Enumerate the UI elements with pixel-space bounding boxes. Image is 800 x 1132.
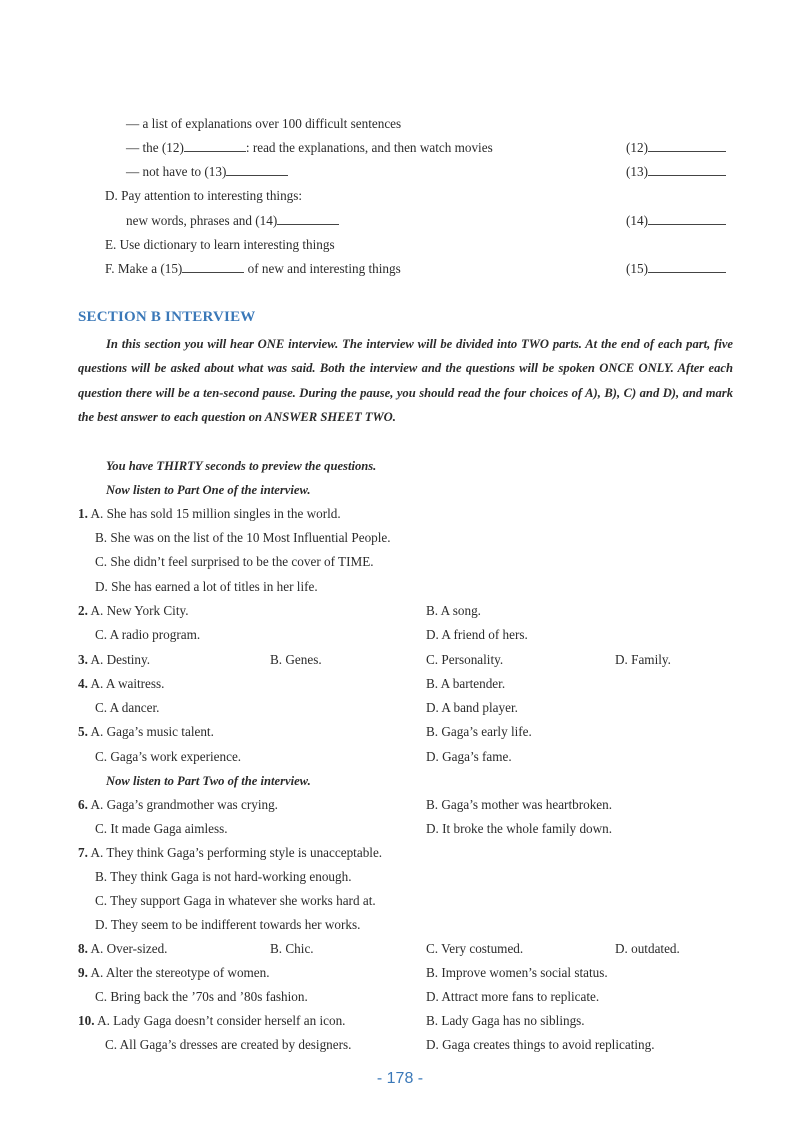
option-a[interactable]: A. New York City.: [90, 603, 189, 618]
note-line-3-pre: — not have to (13): [126, 164, 227, 179]
answer-15-blank[interactable]: [648, 259, 726, 273]
q8-option-d[interactable]: D. outdated.: [615, 941, 680, 956]
q7-option-b[interactable]: B. They think Gaga is not hard-working enough.: [95, 869, 352, 884]
question-2: [78, 601, 189, 621]
q8-option-b[interactable]: B. Chic.: [270, 941, 314, 956]
q3-option-b[interactable]: B. Genes.: [270, 652, 322, 667]
q2-option-b[interactable]: B. A song.: [426, 603, 481, 618]
question-10: [78, 1011, 345, 1031]
q9-option-b[interactable]: B. Improve women’s social status.: [426, 965, 608, 980]
q6-option-b[interactable]: B. Gaga’s mother was heartbroken.: [426, 797, 613, 812]
q9-option-d[interactable]: D. Attract more fans to replicate.: [426, 989, 600, 1004]
note-line-1: — a list of explanations over 100 difficult sentences: [126, 116, 402, 131]
q1-option-b[interactable]: B. She was on the list of the 10 Most Influential People.: [95, 530, 391, 545]
question-number: 1.: [78, 506, 88, 521]
q7-option-c[interactable]: C. They support Gaga in whatever she works hard at.: [95, 893, 376, 908]
q6-option-c[interactable]: C. It made Gaga aimless.: [95, 821, 228, 836]
answer-13-blank[interactable]: [648, 162, 726, 176]
note-line-5: [126, 211, 339, 231]
blank-12-inline[interactable]: [184, 138, 246, 152]
question-3: [78, 650, 150, 670]
q4-option-b[interactable]: B. A bartender.: [426, 676, 506, 691]
answer-12-label: (12): [626, 140, 648, 155]
blank-15-inline[interactable]: [182, 259, 244, 273]
option-a[interactable]: A. Alter the stereotype of women.: [90, 965, 270, 980]
q1-option-c[interactable]: C. She didn’t feel surprised to be the cover of TIME.: [95, 554, 374, 569]
q3-option-d[interactable]: D. Family.: [615, 652, 671, 667]
q8-option-c[interactable]: C. Very costumed.: [426, 941, 524, 956]
option-a[interactable]: A. Gaga’s grandmother was crying.: [90, 797, 278, 812]
answer-12-blank[interactable]: [648, 138, 726, 152]
question-9: [78, 963, 270, 983]
answer-13: [626, 162, 726, 182]
question-1: [78, 504, 341, 524]
question-4: [78, 674, 164, 694]
question-8: [78, 939, 167, 959]
blank-13-inline[interactable]: [226, 162, 288, 176]
q10-option-b[interactable]: B. Lady Gaga has no siblings.: [426, 1013, 585, 1028]
preview-note: You have THIRTY seconds to preview the questions.: [106, 459, 377, 473]
note-line-2-pre: — the (12): [126, 140, 184, 155]
option-a[interactable]: A. Destiny.: [90, 652, 151, 667]
note-line-7-pre: F. Make a (15): [105, 261, 183, 276]
question-number: 10.: [78, 1013, 95, 1028]
question-number: 6.: [78, 797, 88, 812]
note-line-6: E. Use dictionary to learn interesting things: [105, 237, 335, 252]
q9-option-c[interactable]: C. Bring back the ’70s and ’80s fashion.: [95, 989, 308, 1004]
answer-15-label: (15): [626, 261, 648, 276]
note-line-3: [126, 162, 288, 182]
q10-option-d[interactable]: D. Gaga creates things to avoid replicating.: [426, 1037, 655, 1052]
option-a[interactable]: A. Over-sized.: [90, 941, 168, 956]
page-number: - 178 -: [376, 1070, 424, 1087]
question-number: 3.: [78, 652, 88, 667]
q5-option-c[interactable]: C. Gaga’s work experience.: [95, 749, 242, 764]
q3-option-c[interactable]: C. Personality.: [426, 652, 504, 667]
answer-12: [626, 138, 726, 158]
note-line-7-post: of new and interesting things: [244, 261, 401, 276]
question-7: [78, 843, 382, 863]
part-two-note: Now listen to Part Two of the interview.: [106, 774, 311, 788]
option-a[interactable]: A. Lady Gaga doesn’t consider herself an icon.: [97, 1013, 346, 1028]
question-number: 4.: [78, 676, 88, 691]
answer-13-label: (13): [626, 164, 648, 179]
q4-option-d[interactable]: D. A band player.: [426, 700, 518, 715]
q4-option-c[interactable]: C. A dancer.: [95, 700, 160, 715]
question-number: 8.: [78, 941, 88, 956]
q5-option-b[interactable]: B. Gaga’s early life.: [426, 724, 532, 739]
note-line-7: [105, 259, 401, 279]
q5-option-d[interactable]: D. Gaga’s fame.: [426, 749, 512, 764]
q7-option-d[interactable]: D. They seem to be indifferent towards her works.: [95, 917, 361, 932]
question-number: 2.: [78, 603, 88, 618]
note-line-4: D. Pay attention to interesting things:: [105, 188, 303, 203]
option-a[interactable]: A. They think Gaga’s performing style is unacceptable.: [90, 845, 383, 860]
blank-14-inline[interactable]: [277, 211, 339, 225]
note-line-2: [126, 138, 493, 158]
question-5: [78, 722, 214, 742]
option-a[interactable]: A. She has sold 15 million singles in the world.: [90, 506, 341, 521]
q1-option-d[interactable]: D. She has earned a lot of titles in her life.: [95, 579, 318, 594]
answer-15: [626, 259, 726, 279]
q6-option-d[interactable]: D. It broke the whole family down.: [426, 821, 613, 836]
answer-14-blank[interactable]: [648, 211, 726, 225]
question-number: 7.: [78, 845, 88, 860]
q2-option-d[interactable]: D. A friend of hers.: [426, 627, 528, 642]
part-one-note: Now listen to Part One of the interview.: [106, 483, 311, 497]
question-number: 5.: [78, 724, 88, 739]
note-line-2-post: : read the explanations, and then watch movies: [245, 140, 493, 155]
q2-option-c[interactable]: C. A radio program.: [95, 627, 201, 642]
answer-14: [626, 211, 726, 231]
section-heading: SECTION B INTERVIEW: [78, 309, 256, 325]
note-line-5-pre: new words, phrases and (14): [126, 213, 278, 228]
question-6: [78, 795, 278, 815]
option-a[interactable]: A. Gaga’s music talent.: [90, 724, 214, 739]
q10-option-c[interactable]: C. All Gaga’s dresses are created by designers.: [105, 1037, 352, 1052]
option-a[interactable]: A. A waitress.: [90, 676, 165, 691]
question-number: 9.: [78, 965, 88, 980]
answer-14-label: (14): [626, 213, 648, 228]
section-instructions: In this section you will hear ONE interview. The interview will be divided into TWO parts. At the end of each part, five questions will be asked about what was said. Both the interview and the questions will be spoken ONCE ONLY. After each question there will be a ten-second pause. During the pause, you should read the four choices of A), B), C) and D), and mark the best answer to each question on ANSWER SHEET TWO.: [78, 337, 733, 424]
